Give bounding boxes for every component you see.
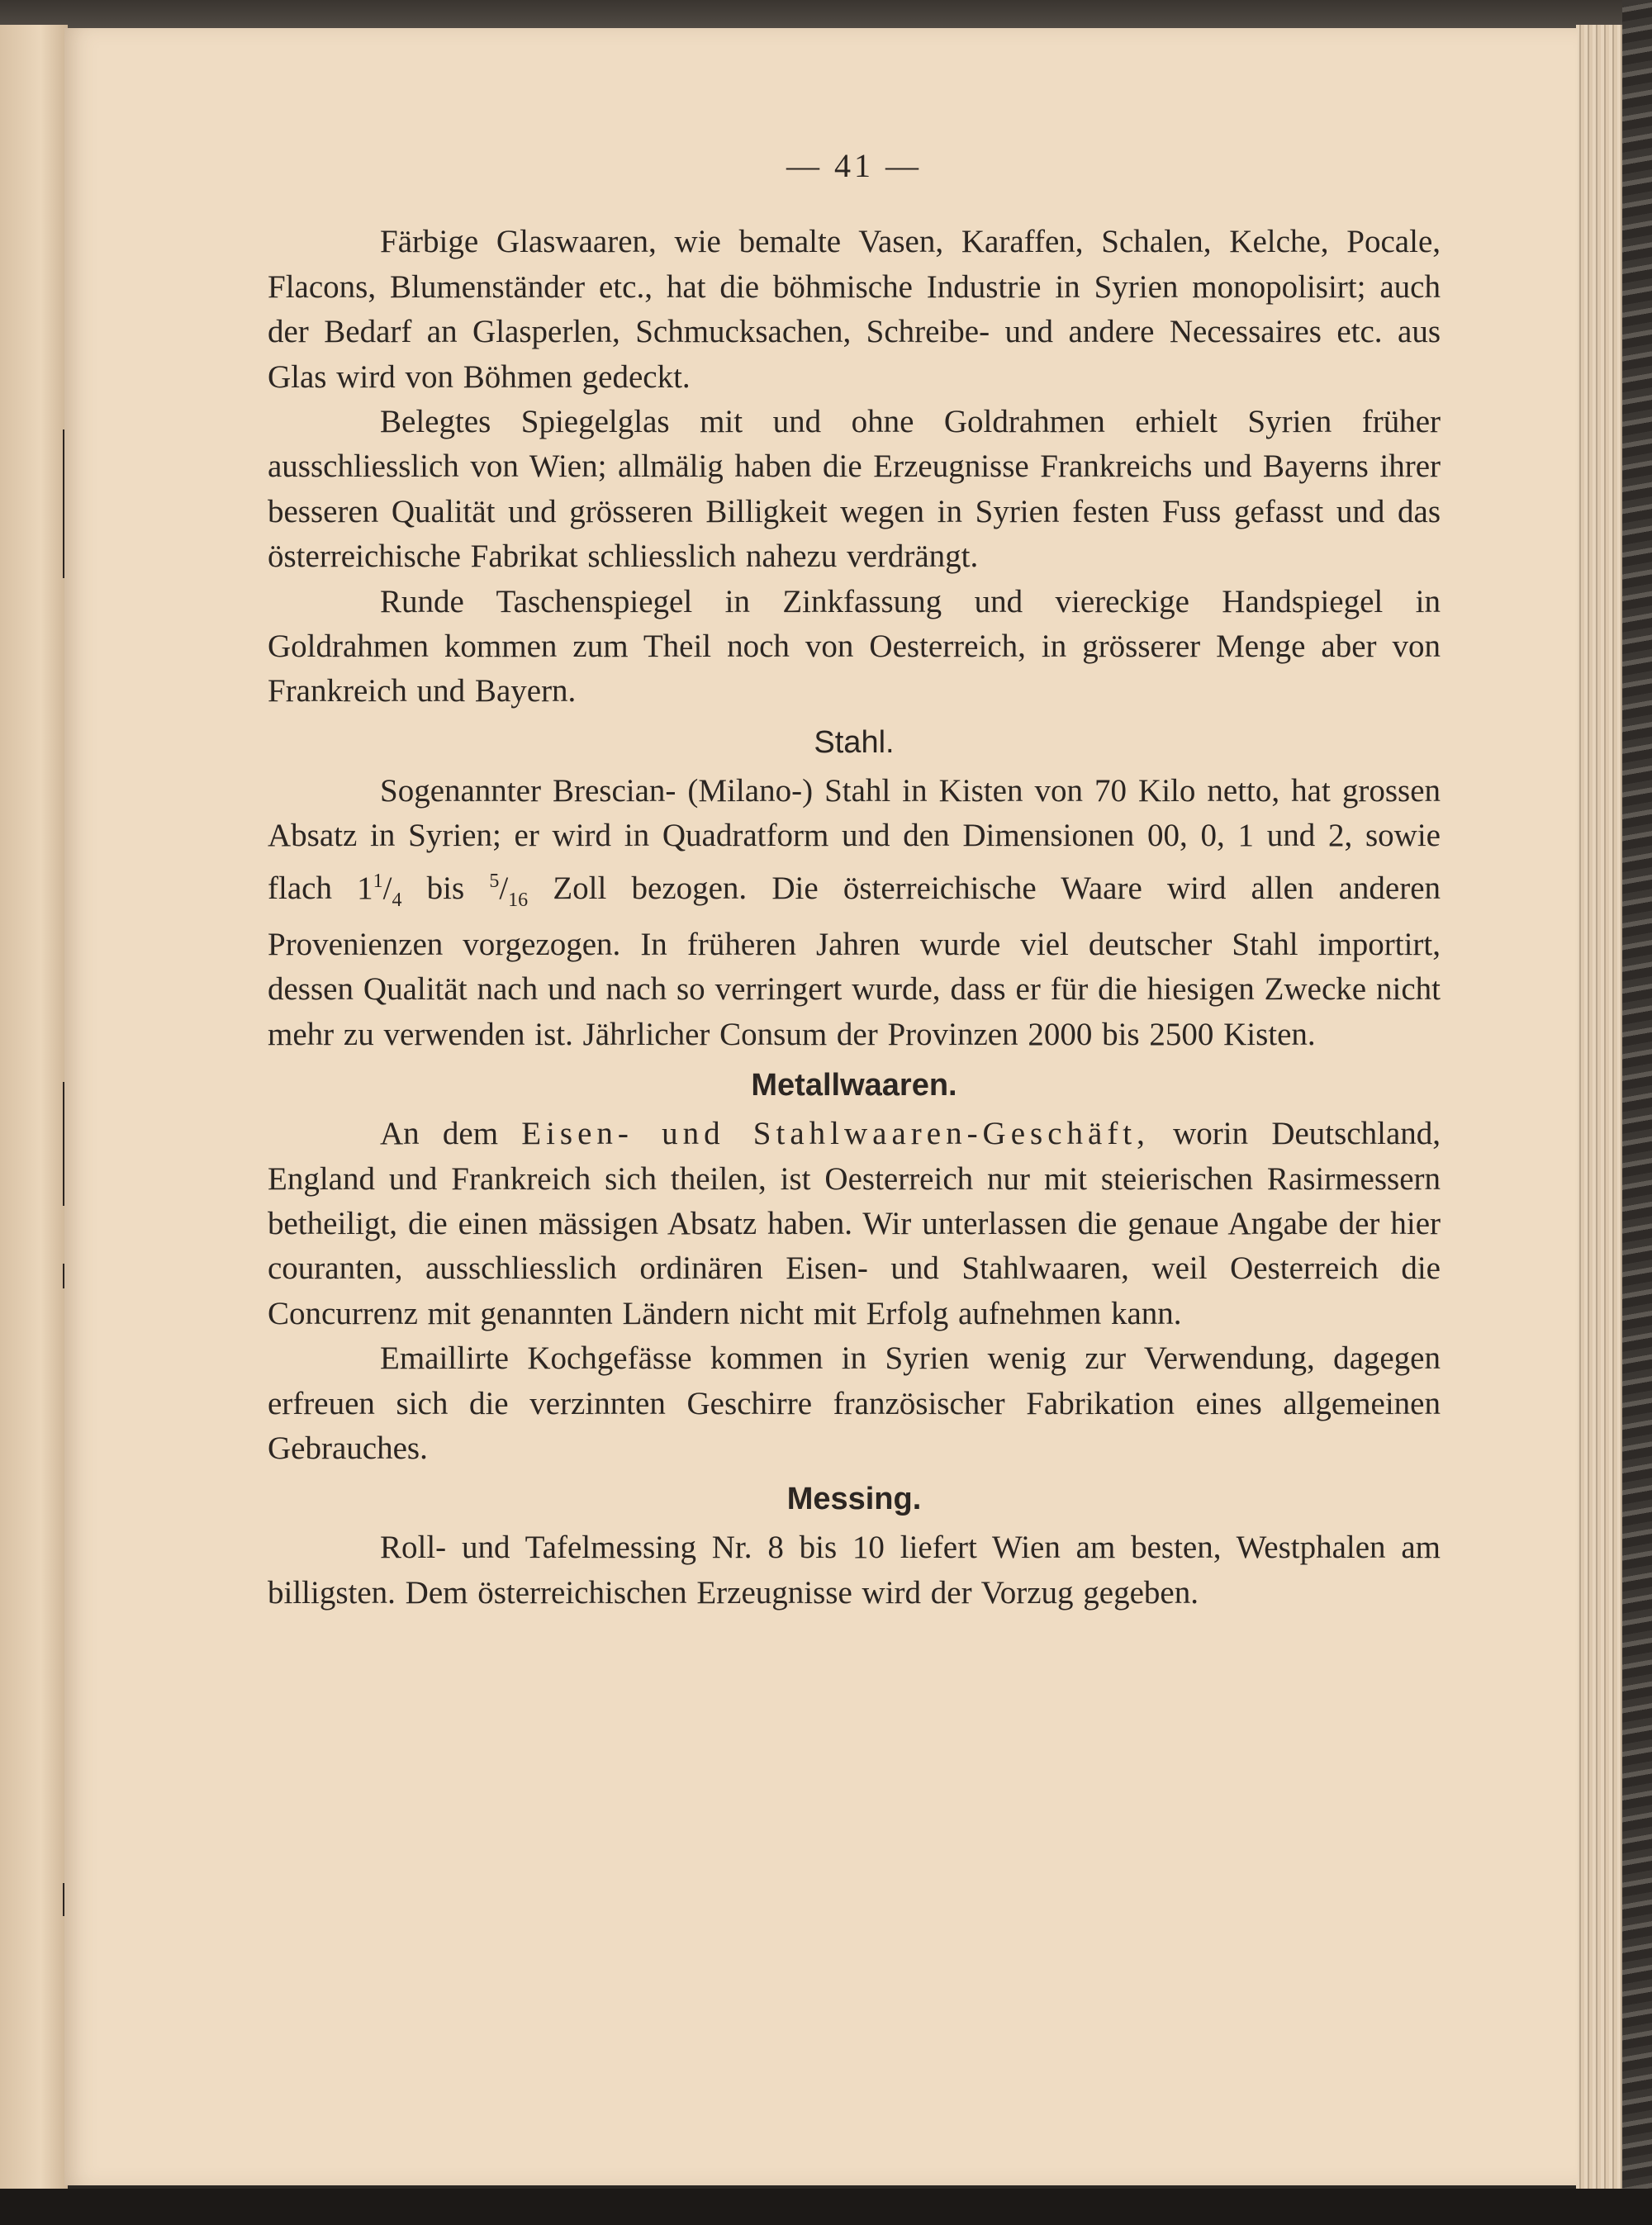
metallwaaren-text-a: An dem (380, 1116, 522, 1152)
metallwaaren-spaced-term: Eisen- und Stahlwaaren-Geschäft, (521, 1116, 1150, 1152)
book-cover-bottom (0, 2189, 1652, 2225)
paragraph-glaswaaren-2: Belegtes Spiegelglas mit und ohne Goldrahmen erhielt Syrien früher ausschliesslich von Wien; allmälig haben die Erzeugnisse Frankreichs und Bayerns ihrer besseren Qualität und grösseren Billigkeit wegen in Syrien festen Fuss gefasst und das österreichische Fabrikat schliesslich nahezu verdrängt. (268, 404, 1441, 575)
paragraph-stahl-1 (268, 769, 1441, 1057)
page-text (268, 144, 1441, 1615)
paragraph-metallwaaren-2: Emaillirte Kochgefässe kommen in Syrien wenig zur Verwendung, dagegen erfreuen sich die verzinnten Geschirre französischer Fabrikation eines allgemeinen Gebrauches. (268, 1340, 1441, 1466)
paragraph-glaswaaren-1: Färbige Glaswaaren, wie bemalte Vasen, Karaffen, Schalen, Kelche, Pocale, Flacons, Blumenständer etc., hat die böhmische Industrie in Syrien monopolisirt; auch der Bedarf an Glasperlen, Schmucksachen, Schreibe- und andere Necessaires etc. aus Glas wird von Böhmen gedeckt. (268, 224, 1441, 395)
book-cover-right (1622, 0, 1652, 2225)
page-number: — 41 — (786, 147, 922, 184)
stahl-text-b: bis (401, 870, 490, 906)
paragraph-glaswaaren-3: Runde Taschenspiegel in Zinkfassung und viereckige Handspiegel in Goldrahmen kommen zum Theil noch von Oesterreich, in grösserer Menge aber von Frankreich und Bayern. (268, 583, 1441, 709)
page-edges (1576, 25, 1622, 2189)
fraction-whole: 1 (357, 870, 373, 906)
paragraph-messing-1: Roll- und Tafelmessing Nr. 8 bis 10 liefert Wien am besten, Westphalen am billigsten. Dem österreichischen Erzeugnisse wird der Vorzug gegeben. (268, 1530, 1441, 1611)
fraction-denominator: 4 (392, 889, 402, 911)
stahl-text-a: Sogenannter Brescian- (Milano-) Stahl in Kisten von 70 Kilo netto, hat grossen Absatz in Syrien; er wird in Quadratform und den Dimensionen 00, 0, 1 und 2, sowie flach (268, 772, 1441, 906)
metallwaaren-text-b: worin Deutschland, England und Frankreich sich theilen, ist Oesterreich nur mit steierischen Rasirmessern betheiligt, die einen mässigen Absatz haben. Wir unterlassen die genaue Angabe der hier couranten, ausschliesslich ordinären Eisen- und Stahlwaaren, weil Oesterreich die Concurrenz mit genannten Ländern nicht mit Erfolg aufnehmen kann. (268, 1116, 1441, 1331)
fraction-five-sixteenths: $^5/_{16}$ (489, 870, 529, 911)
fraction-numerator: 1 (373, 870, 383, 892)
fraction-numerator: 5 (489, 870, 500, 892)
fraction-denominator: 16 (508, 889, 529, 911)
fraction-one-quarter: $1^1/_4$ (357, 870, 402, 911)
book-page (64, 28, 1578, 2185)
heading-metallwaaren: Metallwaaren. (751, 1068, 957, 1103)
stahl-text-c: Zoll bezogen. Die österreichische Waare wird allen anderen Provenienzen vorgezogen. In früheren Jahren wurde viel deutscher Stahl importirt, dessen Qualität nach und nach so verringert wurde, dass er für die hiesigen Zwecke nicht mehr zu verwenden ist. Jährlicher Consum der Provinzen 2000 bis 2500 Kisten. (268, 870, 1441, 1052)
paragraph-metallwaaren-1 (268, 1112, 1441, 1336)
previous-page-gutter (0, 25, 68, 2192)
heading-stahl: Stahl. (814, 724, 895, 760)
heading-messing: Messing. (786, 1482, 922, 1517)
